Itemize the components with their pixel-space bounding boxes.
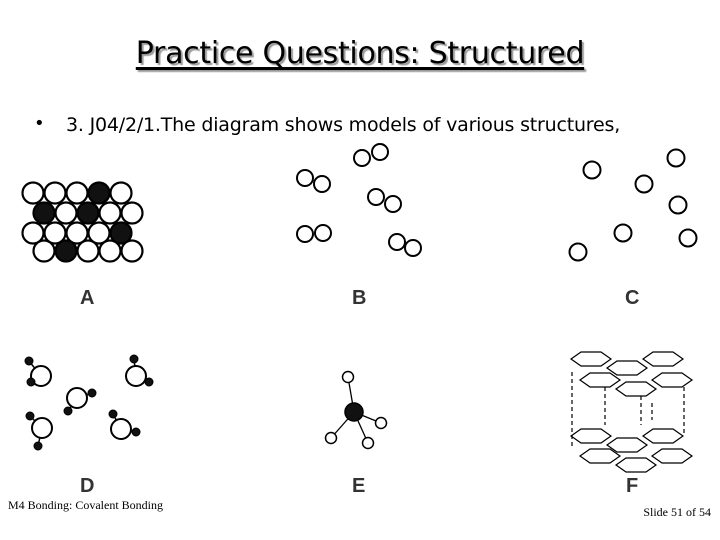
outer-atom	[376, 418, 387, 429]
lattice-atom	[78, 241, 99, 262]
hexagon-ring	[571, 429, 611, 443]
small-atom	[145, 378, 153, 386]
atom	[570, 244, 587, 261]
lattice-atom	[111, 183, 132, 204]
small-atom	[132, 428, 140, 436]
hexagon-ring	[580, 449, 620, 463]
lattice-atom	[78, 203, 99, 224]
structure-e-tetrahedral-molecule	[326, 372, 387, 449]
central-atom	[126, 366, 146, 386]
small-atom	[109, 410, 117, 418]
hexagon-ring	[643, 429, 683, 443]
hexagon-ring	[580, 373, 620, 387]
lattice-atom	[56, 203, 77, 224]
bullet-marker: •	[34, 113, 45, 134]
hexagon-ring	[652, 449, 692, 463]
lattice-atom	[122, 203, 143, 224]
label-a: A	[80, 287, 95, 309]
small-atom	[88, 389, 96, 397]
atom	[368, 189, 384, 205]
footer-slide-number: Slide 51 of 54	[643, 505, 711, 519]
atom	[584, 162, 601, 179]
central-atom	[32, 418, 52, 438]
lattice-atom	[122, 241, 143, 262]
small-atom	[25, 357, 33, 365]
label-f: F	[626, 475, 639, 497]
lattice-atom	[89, 183, 110, 204]
question-text: 3. J04/2/1.The diagram shows models of various structures,	[66, 114, 621, 136]
hexagon-ring	[607, 361, 647, 375]
outer-atom	[363, 438, 374, 449]
atom	[297, 170, 313, 186]
atom	[297, 226, 313, 242]
hexagon-ring	[652, 373, 692, 387]
label-b: B	[352, 287, 367, 309]
atom	[389, 234, 405, 250]
slide-title: Practice Questions: Structured	[135, 36, 585, 71]
label-c: C	[625, 287, 640, 309]
atom	[636, 176, 653, 193]
lattice-atom	[67, 183, 88, 204]
label-d: D	[80, 475, 95, 497]
atom	[668, 150, 685, 167]
structure-b-diatomic-molecules	[297, 144, 421, 256]
footer-course-title: M4 Bonding: Covalent Bonding	[8, 498, 164, 512]
lattice-atom	[100, 241, 121, 262]
lattice-atom	[34, 203, 55, 224]
lattice-atom	[56, 241, 77, 262]
lattice-atom	[34, 241, 55, 262]
structure-c-single-atoms	[570, 150, 697, 261]
structure-a-lattice	[23, 183, 143, 262]
outer-atom	[343, 372, 354, 383]
atom	[405, 240, 421, 256]
central-atom	[345, 403, 363, 421]
outer-atom	[326, 433, 337, 444]
small-atom	[26, 412, 34, 420]
small-atom	[130, 355, 138, 363]
small-atom	[64, 407, 72, 415]
small-atom	[27, 378, 35, 386]
atom	[315, 225, 331, 241]
lattice-atom	[23, 183, 44, 204]
central-atom	[111, 419, 131, 439]
structure-f-layered-hexagonal	[571, 352, 692, 472]
structure-d-small-molecules	[25, 355, 153, 450]
central-atom	[67, 388, 87, 408]
lattice-atom	[45, 183, 66, 204]
hexagon-ring	[571, 352, 611, 366]
atom	[680, 230, 697, 247]
atom	[615, 225, 632, 242]
hexagon-ring	[607, 438, 647, 452]
small-atom	[34, 442, 42, 450]
atom	[354, 150, 370, 166]
hexagon-ring	[643, 352, 683, 366]
atom	[372, 144, 388, 160]
atom	[670, 197, 687, 214]
atom	[314, 176, 330, 192]
lattice-atom	[100, 203, 121, 224]
hexagon-ring	[616, 382, 656, 396]
hexagon-ring	[616, 458, 656, 472]
atom	[385, 196, 401, 212]
label-e: E	[352, 475, 366, 497]
